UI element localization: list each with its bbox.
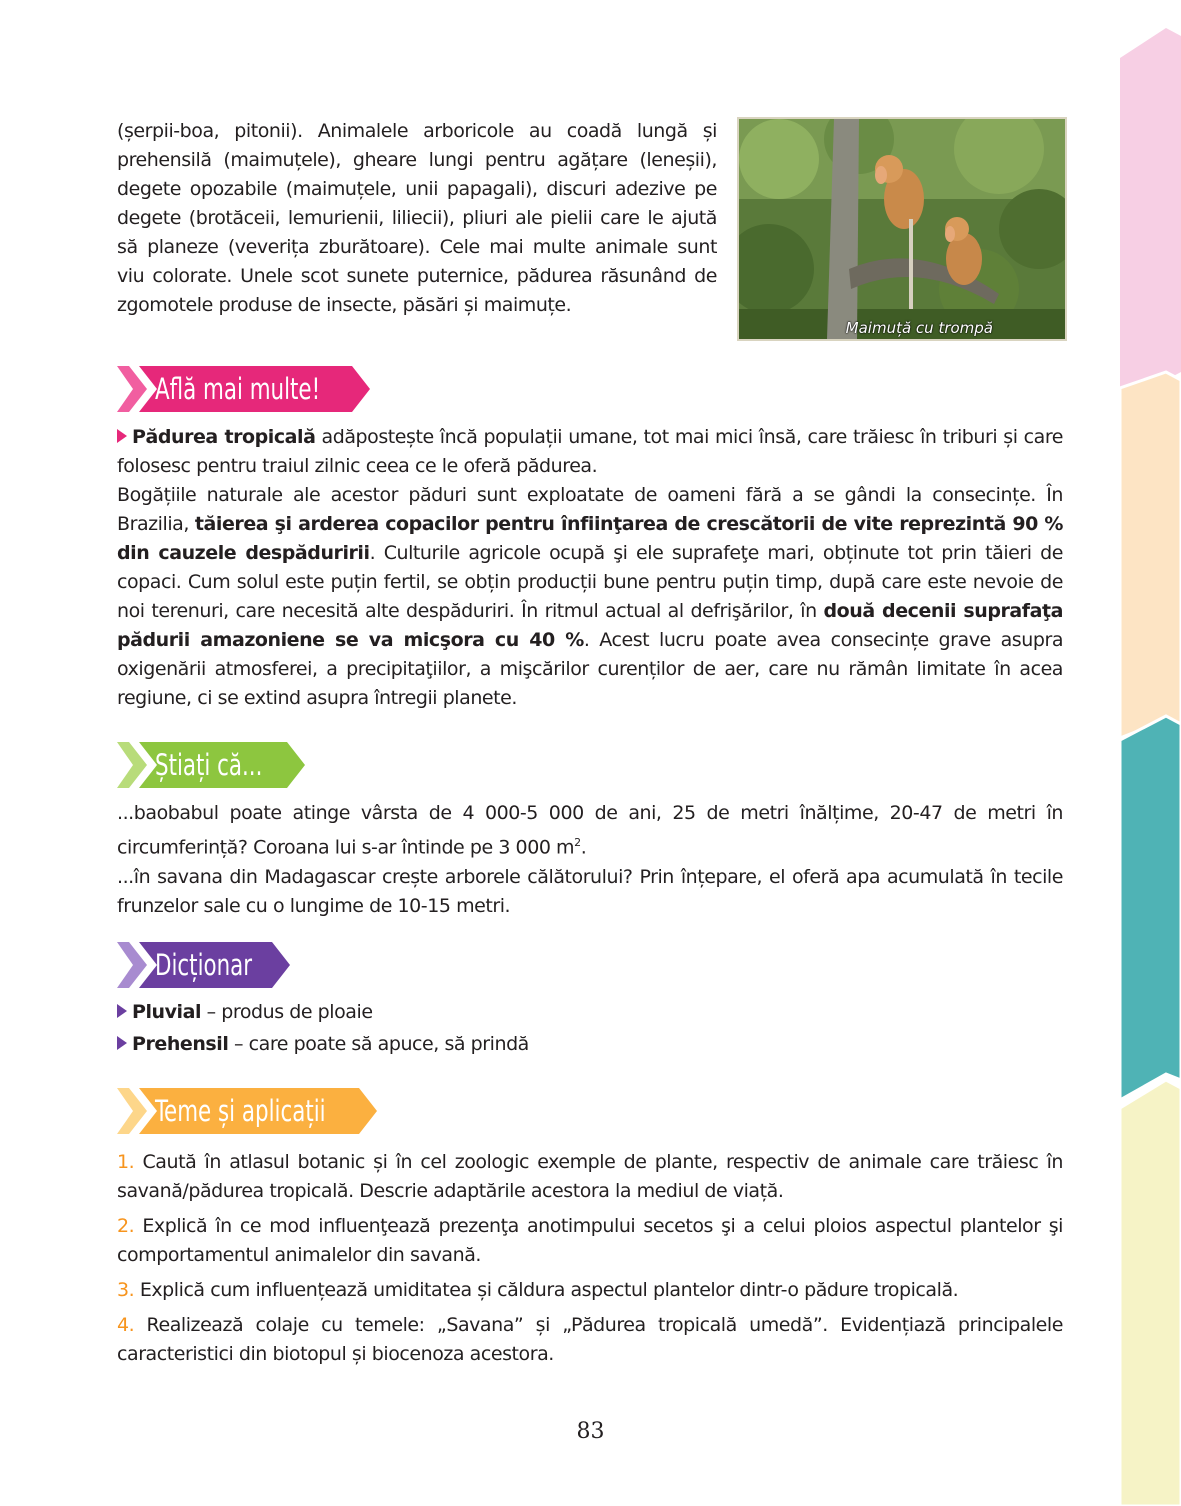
bullet-icon	[117, 1004, 127, 1018]
learn-more-bold-1: tăierea şi arderea copacilor pentru înfiinţarea de crescătorii de vite reprezintă 90 % din cauzele despăduririi	[117, 513, 1063, 564]
learn-more-banner	[117, 366, 372, 412]
learn-more-bold-2: două decenii suprafaţa pădurii amazoniene se va micşora cu 40 %	[117, 600, 1063, 651]
proboscis-monkey-image	[739, 119, 1065, 339]
learn-more-title: Află mai multe!	[155, 372, 321, 406]
dictionary-title: Dicționar	[155, 948, 253, 982]
learn-more-text-b: . Culturile agricole ocupă şi ele suprafeţe mari, obținute tot prin tăieri de copaci. Cum solul este puțin fertil, se obțin producții bune pentru puțin timp, după care este nevoie de noi terenuri, care necesită alte despăduriri. În ritmul actual al defrişărilor, în	[117, 542, 1063, 622]
dictionary-entry	[117, 1030, 1063, 1059]
did-you-know-banner	[117, 742, 307, 788]
dictionary-list	[117, 998, 1063, 1059]
bullet-icon	[117, 1036, 127, 1050]
dictionary-banner	[117, 942, 292, 988]
task-number: 4.	[117, 1314, 135, 1336]
forest-term: Pădurea tropicală	[132, 426, 316, 448]
tasks-list	[117, 1148, 1063, 1375]
baobab-fact: ...baobabul poate atinge vârsta de 4 000-5 000 de ani, 25 de metri înălțime, 20-47 de metri în circumferință? Coroana lui s-ar întinde pe 3 000 m	[117, 802, 1063, 859]
tasks-title: Teme și aplicații	[155, 1094, 326, 1128]
task-text: Realizează colaje cu temele: „Savana” și „Pădurea tropicală umedă”. Evidențiază principalele caracteristici din biotopul și biocenoza acestora.	[117, 1314, 1063, 1365]
task-number: 2.	[117, 1215, 135, 1237]
task-text: Caută în atlasul botanic și în cel zoologic exemple de plante, respectiv de animale care trăiesc în savană/pădurea tropicală. Descrie adaptările acestora la mediul de viață.	[117, 1151, 1063, 1202]
task-text: Explică cum influențează umiditatea și căldura aspectul plantelor dintr-o pădure tropicală.	[134, 1279, 959, 1301]
page-number: 83	[576, 1419, 605, 1444]
task-number: 1.	[117, 1151, 135, 1173]
did-you-know-title: Știați că...	[155, 748, 263, 782]
task-text: Explică în ce mod influenţează prezenţa anotimpului secetos şi a celui ploios aspectul plantelor şi comportamentul animalelor din savană.	[117, 1215, 1063, 1266]
dictionary-term: Pluvial	[132, 1001, 202, 1023]
superscript: 2	[574, 836, 581, 849]
dictionary-definition: – care poate să apuce, să prindă	[228, 1033, 529, 1055]
learn-more-paragraph-1	[117, 423, 1063, 481]
intro-paragraph: (șerpii-boa, pitonii). Animalele arboricole au coadă lungă și prehensilă (maimuțele), gheare lungi pentru agățare (leneșii), degete opozabile (maimuțele, unii papagali), discuri adezive pe degete (brotăceii, lemurienii, liliecii), pliuri ale pielii care le ajută să planeze (veverița zburătoare). Cele mai multe animale sunt viu colorate. Unele scot sunete puternice, pădurea răsunând de zgomotele produse de insecte, păsări și maimuțe.	[117, 120, 717, 316]
dictionary-term: Prehensil	[132, 1033, 229, 1055]
task-item	[117, 1212, 1063, 1270]
tasks-banner	[117, 1088, 379, 1134]
task-number: 3.	[117, 1279, 135, 1301]
dictionary-entry	[117, 998, 1063, 1027]
learn-more-text-c: . Acest lucru poate avea consecințe grave asupra oxigenării atmosferei, a precipitaţiilor, a mişcărilor curenților de aer, care nu rămân limitate în acea regiune, ci se extind asupra întregii planete.	[117, 629, 1064, 709]
did-you-know-item-1	[117, 799, 1063, 862]
task-item	[117, 1276, 1063, 1305]
learn-more-text-a: Bogățiile naturale ale acestor păduri sunt exploatate de oameni fără a se gândi la consecințe. În Brazilia,	[117, 484, 1063, 535]
bullet-icon	[117, 429, 127, 443]
photo-caption: Maimuță cu trompă	[845, 319, 993, 337]
learn-more-text: adăpostește încă populații umane, tot mai mici însă, care trăiesc în triburi și care folosesc pentru traiul zilnic ceea ce le oferă pădurea.	[117, 426, 1064, 477]
did-you-know-item-2: ...în savana din Madagascar crește arborele călătorului? Prin înțepare, el oferă apa acumulată în tecile frunzelor sale cu o lungime de 10-15 metri.	[117, 866, 1063, 917]
dictionary-definition: – produs de ploaie	[201, 1001, 373, 1023]
task-item	[117, 1311, 1063, 1369]
learn-more-paragraph-2	[117, 481, 1063, 713]
monkey-photo	[737, 117, 1067, 341]
task-item	[117, 1148, 1063, 1206]
fact-end: .	[580, 836, 587, 859]
side-color-strip	[1120, 0, 1181, 1506]
